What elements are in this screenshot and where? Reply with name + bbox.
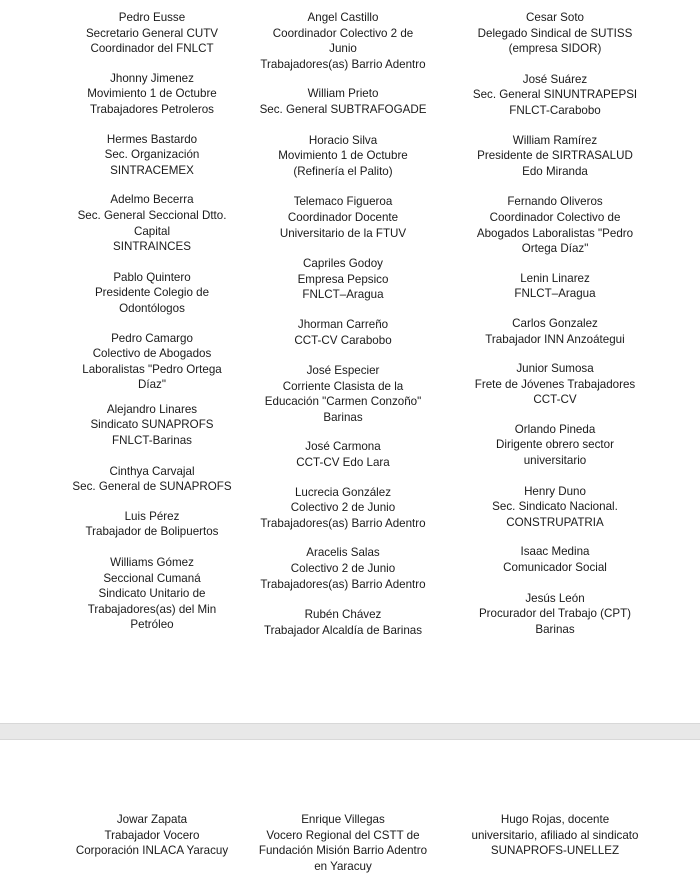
signatory-affiliation: Trabajador INN Anzoátegui bbox=[485, 332, 625, 346]
signatory-name: William Prieto bbox=[307, 87, 379, 101]
signatory-affiliation: Movimiento 1 de Octubre bbox=[278, 149, 408, 163]
signatory-affiliation: Edo Miranda bbox=[522, 164, 588, 178]
signatory-column-3 bbox=[432, 10, 678, 637]
signatory-affiliation: Abogados Laboralistas "Pedro bbox=[476, 226, 634, 240]
signatory-affiliation: CCT-CV Carabobo bbox=[294, 333, 392, 347]
signatory-affiliation: Procurador del Trabajo (CPT) bbox=[478, 607, 632, 621]
signatory-entry bbox=[230, 194, 456, 241]
signatory-affiliation: SUNAPROFS-UNELLEZ bbox=[490, 844, 620, 858]
signatory-affiliation: Fundación Misión Barrio Adentro bbox=[258, 844, 428, 858]
signatory-affiliation: Colectivo 2 de Junio bbox=[290, 501, 396, 515]
signatory-name: Adelmo Becerra bbox=[110, 193, 194, 207]
signatory-affiliation: SINTRAINCES bbox=[113, 240, 191, 254]
signatory-name: Junior Sumosa bbox=[516, 362, 594, 376]
signatory-affiliation: Trabajadores(as) Barrio Adentro bbox=[260, 516, 426, 530]
signatory-name: Jhorman Carreño bbox=[297, 317, 389, 331]
signatory-name: Angel Castillo bbox=[307, 11, 379, 24]
signatory-name: Williams Gómez bbox=[110, 556, 194, 570]
signatory-name: Pedro Camargo bbox=[111, 331, 193, 345]
signatory-name: José Suárez bbox=[522, 72, 588, 86]
signatory-affiliation: FNLCT-Carabobo bbox=[509, 103, 601, 117]
signatory-entry bbox=[432, 361, 678, 408]
signatory-affiliation: Barinas bbox=[323, 410, 363, 424]
signatory-affiliation: Coordinador Colectivo de bbox=[489, 210, 621, 224]
signatory-name: Enrique Villegas bbox=[301, 813, 385, 826]
signatory-entry bbox=[432, 422, 678, 469]
signatory-column-3 bbox=[432, 812, 678, 859]
signatory-affiliation: Díaz" bbox=[138, 378, 166, 392]
signatory-entry bbox=[230, 812, 456, 874]
signatory-affiliation: Junio bbox=[329, 42, 357, 56]
signatory-affiliation: Corporación INLACA Yaracuy bbox=[75, 844, 229, 858]
signatory-affiliation: Trabajadores(as) Barrio Adentro bbox=[260, 57, 426, 71]
signatory-affiliation: Coordinador Docente bbox=[287, 210, 399, 224]
page-separator bbox=[0, 723, 700, 740]
signatory-affiliation: Trabajadores(as) del Min bbox=[87, 602, 217, 616]
signatory-entry bbox=[230, 86, 456, 117]
signatory-affiliation: CCT-CV bbox=[533, 393, 577, 407]
signatory-name: Jhonny Jimenez bbox=[110, 71, 194, 85]
signatory-name: William Ramírez bbox=[512, 133, 598, 147]
signatory-entry bbox=[230, 545, 456, 592]
signatory-affiliation: Coordinador del FNLCT bbox=[90, 42, 214, 56]
signatory-name: Hermes Bastardo bbox=[106, 132, 198, 146]
signatory-affiliation: Sec. General SUBTRAFOGADE bbox=[259, 102, 427, 116]
signatory-affiliation: universitario, afiliado al sindicato bbox=[471, 828, 639, 842]
signatory-affiliation: FNLCT–Aragua bbox=[302, 288, 384, 302]
signatory-affiliation: Vocero Regional del CSTT de bbox=[266, 828, 420, 842]
signatory-entry bbox=[432, 812, 678, 859]
signatory-name: Lenin Linarez bbox=[520, 271, 590, 285]
signatory-name: Fernando Oliveros bbox=[507, 195, 603, 209]
signatory-affiliation: FNLCT–Aragua bbox=[514, 287, 596, 301]
signatory-entry bbox=[230, 363, 456, 425]
signatory-affiliation: Laboralistas "Pedro Ortega bbox=[82, 362, 222, 376]
signatory-name: Pablo Quintero bbox=[113, 270, 191, 284]
signatory-name: Rubén Chávez bbox=[304, 608, 382, 622]
signatory-affiliation: Coordinador Colectivo 2 de bbox=[272, 26, 414, 40]
signatory-affiliation: Presidente Colegio de bbox=[94, 286, 210, 300]
signatory-name: Henry Duno bbox=[524, 484, 586, 498]
signatory-entry bbox=[432, 133, 678, 180]
signatory-name: Lucrecia González bbox=[294, 485, 392, 499]
signatory-affiliation: Sec. General Seccional Dtto. bbox=[77, 208, 227, 222]
signatory-name: Horacio Silva bbox=[308, 133, 378, 147]
signatory-affiliation: Petróleo bbox=[130, 618, 174, 632]
signatory-affiliation: CCT-CV Edo Lara bbox=[296, 456, 390, 470]
signatory-affiliation: Capital bbox=[133, 224, 171, 238]
signatory-affiliation: Sec. General SINUNTRAPEPSI bbox=[472, 88, 638, 102]
signatory-affiliation: Sec. General de SUNAPROFS bbox=[72, 480, 232, 494]
signatory-affiliation: Barinas bbox=[535, 622, 575, 636]
signatory-affiliation: Trabajador Alcaldía de Barinas bbox=[263, 623, 423, 637]
signatory-entry bbox=[230, 133, 456, 180]
signatory-name: Isaac Medina bbox=[520, 545, 590, 559]
signatory-affiliation: Delegado Sindical de SUTISS bbox=[477, 26, 633, 40]
signatory-name: Luis Pérez bbox=[124, 509, 180, 523]
signatory-entry bbox=[230, 317, 456, 348]
signatory-column-2 bbox=[230, 10, 456, 638]
document-page-2 bbox=[0, 740, 700, 888]
signatory-affiliation: Colectivo de Abogados bbox=[92, 347, 212, 361]
signatory-affiliation: Empresa Pepsico bbox=[297, 272, 389, 286]
signatory-affiliation: Secretario General CUTV bbox=[85, 26, 219, 40]
signatory-name: Orlando Pineda bbox=[514, 422, 596, 436]
signatory-name: Telemaco Figueroa bbox=[293, 195, 393, 209]
signatory-name: Cinthya Carvajal bbox=[109, 464, 195, 478]
signatory-entry bbox=[230, 256, 456, 303]
signatory-affiliation: SINTRACEMEX bbox=[110, 163, 194, 177]
signatory-entry bbox=[432, 10, 678, 57]
signatory-affiliation: FNLCT-Barinas bbox=[112, 434, 192, 448]
signatory-name: Capriles Godoy bbox=[303, 257, 383, 271]
signatory-affiliation: (Refinería el Palito) bbox=[293, 164, 393, 178]
signatory-affiliation: Sec. Sindicato Nacional. bbox=[492, 500, 618, 514]
signatory-name: Alejandro Linares bbox=[106, 402, 198, 416]
signatory-name: Pedro Eusse bbox=[118, 11, 186, 24]
signatory-name: Aracelis Salas bbox=[306, 546, 380, 560]
signatory-name: Cesar Soto bbox=[526, 11, 584, 24]
signatory-entry bbox=[432, 271, 678, 302]
signatory-affiliation: en Yaracuy bbox=[314, 859, 372, 873]
signatory-name: Carlos Gonzalez bbox=[512, 316, 598, 330]
signatory-entry bbox=[432, 72, 678, 119]
signatory-affiliation: Frete de Jóvenes Trabajadores bbox=[474, 377, 636, 391]
signatory-entry bbox=[230, 485, 456, 532]
signatory-entry bbox=[432, 484, 678, 531]
signatory-affiliation: universitario bbox=[523, 454, 587, 468]
signatory-affiliation: Corriente Clasista de la bbox=[282, 379, 404, 393]
signatory-affiliation: Trabajadores(as) Barrio Adentro bbox=[260, 577, 426, 591]
signatory-name: Jowar Zapata bbox=[116, 813, 188, 826]
signatory-affiliation: Comunicador Social bbox=[503, 561, 607, 575]
signatory-affiliation: Sindicato Unitario de bbox=[98, 587, 206, 601]
signatory-entry bbox=[230, 607, 456, 638]
signatory-affiliation: CONSTRUPATRIA bbox=[506, 515, 604, 529]
signatory-affiliation: Trabajadores Petroleros bbox=[90, 102, 214, 116]
signatory-affiliation: Seccional Cumaná bbox=[103, 571, 201, 585]
signatory-column-2 bbox=[230, 812, 456, 874]
signatory-affiliation: Dirigente obrero sector bbox=[496, 438, 614, 452]
signatory-entry bbox=[432, 591, 678, 638]
signatory-affiliation: Educación "Carmen Conzoño" bbox=[264, 395, 422, 409]
signatory-affiliation: Colectivo 2 de Junio bbox=[290, 562, 396, 576]
signatory-affiliation: Movimiento 1 de Octubre bbox=[87, 87, 217, 101]
signatory-entry bbox=[432, 194, 678, 256]
signatory-name: José Especier bbox=[306, 364, 380, 378]
signatory-entry bbox=[230, 439, 456, 470]
signatory-affiliation: Sindicato SUNAPROFS bbox=[90, 418, 214, 432]
signatory-affiliation: Odontólogos bbox=[119, 301, 185, 315]
signatory-name: Hugo Rojas, docente bbox=[500, 813, 610, 826]
signatory-entry bbox=[230, 10, 456, 72]
signatory-affiliation: Trabajador Vocero bbox=[104, 828, 200, 842]
signatory-entry bbox=[432, 544, 678, 575]
signatory-name: Jesús León bbox=[525, 591, 585, 605]
signatory-affiliation: Presidente de SIRTRASALUD bbox=[477, 149, 633, 163]
signatory-affiliation: Ortega Díaz" bbox=[521, 242, 589, 256]
signatory-entry bbox=[432, 316, 678, 347]
signatory-affiliation: (empresa SIDOR) bbox=[508, 42, 602, 56]
signatory-affiliation: Sec. Organización bbox=[104, 148, 200, 162]
signatory-affiliation: Trabajador de Bolipuertos bbox=[85, 525, 219, 539]
signatory-affiliation: Universitario de la FTUV bbox=[279, 226, 407, 240]
signatory-name: José Carmona bbox=[305, 440, 381, 454]
